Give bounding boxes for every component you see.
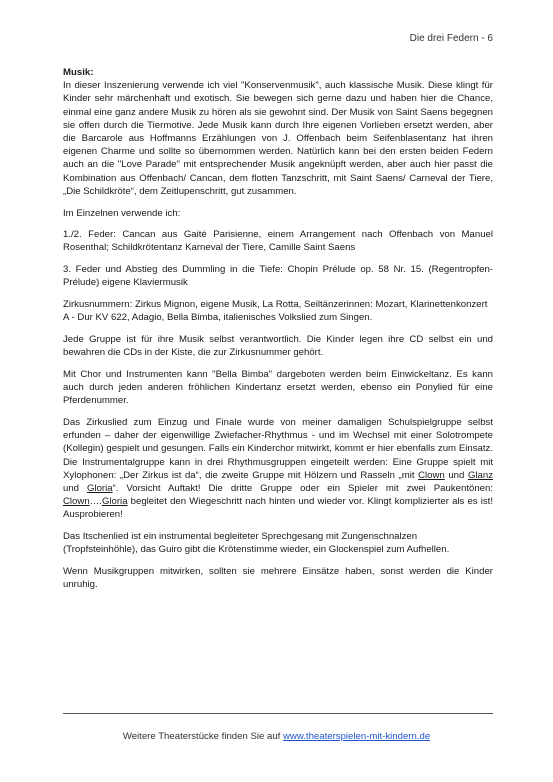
paragraph-feather-3: 3. Feder und Abstieg des Dummling in die Tiefe: Chopin Prélude op. 58 Nr. 15. (Regentropfen-Prélude) eigene Klaviermusik <box>63 264 493 289</box>
paragraph-itschenlied: Das Itschenlied ist ein instrumental begleiteter Sprechgesang mit Zungenschnalzen (Tropfsteinhöhle), das Guiro gibt die Krötenstimme wieder, ein Glockenspiel zum Aufhellen. <box>63 531 450 556</box>
text-fragment: begleitet den Wiegeschritt nach hinten und wieder vor. Klingt komplizierter als es ist! Ausprobieren! <box>63 496 493 521</box>
footer-text: Weitere Theaterstücke finden Sie auf <box>122 731 283 742</box>
underlined-word: Gloria <box>86 482 113 494</box>
paragraph-feather-1-2: 1./2. Feder: Cancan aus Gaité Parisienne, einem Arrangement nach Offenbach von Manuel Rosenthal; Schildkrötentanz Karneval der Tiere, Camille Saint Saens <box>63 229 493 254</box>
footer-divider <box>63 713 493 714</box>
section-heading: Musik: <box>63 67 94 78</box>
paragraph-group-responsibility: Jede Gruppe ist für ihre Musik selbst verantwortlich. Die Kinder legen ihre CD selbst ein und bewahren die CDs in der Kiste, die zur Zirkusnummer gehört. <box>63 333 493 359</box>
paragraph-music-intro: In dieser Inszenierung verwende ich viel "Konservenmusik", auch klassische Musik. Diese klingt für Kinder sehr märchenhaft und exotisch. Sie bewegen sich gerne dazu und haben hier die Chance, einmal eine ganz andere Musik zu hören als sie gewohnt sind. Der Musik von Saint Saens begegnen sie offen durch die Tiermotive. Jede Musik kann durch Ihre eigenen Vorlieben ersetzt werden, aber die Barcarole aus Hoffmanns Erzählungen von J. Offenbach beim Seifenblasentanz hat ihren eigenen Charme und sollte so übernommen werden. Natürlich kann bei den ersten beiden Federn auch an die "Love Parade" mit entsprechender Musik angeknüpft werden, aber auch hier passt die Kombination aus Offenbach/ Cancan, dem flotten Tanzschritt, mit Saint Saens/ Carneval der Tiere, „Die Schildkröte“, dem Zeitlupenschritt, gut zusammen. <box>63 80 493 197</box>
text-fragment: und <box>444 469 468 481</box>
underlined-word: Clown <box>418 469 445 481</box>
paragraph-circus-song <box>63 416 493 522</box>
underlined-word: Clown <box>63 496 90 508</box>
paragraph-details-intro: Im Einzelnen verwende ich: <box>63 207 181 219</box>
text-fragment: und <box>63 482 87 494</box>
text-fragment: …. <box>89 496 102 508</box>
text-fragment: “. Vorsicht Auftakt! Die dritte Gruppe oder ein Spieler mit zwei Paukentönen: <box>112 482 493 494</box>
paragraph-bella-bimba: Mit Chor und Instrumenten kann "Bella Bimba" dargeboten werden beim Einwickeltanz. Es kann auch durch jeden anderen fröhlichen Kindertanz ersetzt werden, ebenso ein Ponylied für eine Pferdenummer. <box>63 368 493 407</box>
footer-link[interactable]: www.theaterspielen-mit-kindern.de <box>283 731 431 742</box>
text-fragment: Das Zirkuslied zum Einzug und Finale wurde von meiner damaligen Schulspielgruppe selbst erfunden – daher der eigenwillige Zwiefacher-Rhythmus - und im Wechsel mit einer Solotrompete (Kollegin) gespielt und gesungen. Falls ein Kinderchor mitwirkt, kommt er hier ebenfalls zum Einsatz. Die Instrumentalgruppe kann in drei Rhythmusgruppen eingeteilt werden: Eine Gruppe spielt mit Xylophonen: „Der Zirkus ist da“, die zweite Gruppe mit Hölzern und Rasseln „mit <box>63 416 493 481</box>
page-header: Die drei Federn - 6 <box>409 33 493 44</box>
page-footer <box>0 731 553 742</box>
document-body <box>63 66 493 600</box>
underlined-word: Gloria <box>101 496 128 508</box>
paragraph-circus-acts: Zirkusnummern: Zirkus Mignon, eigene Musik, La Rotta, Seiltänzerinnen: Mozart, Klarinettenkonzert A - Dur KV 622, Adagio, Bella Bimba, italienisches Volkslied zum Singen. <box>63 299 488 324</box>
underlined-word: Glanz <box>467 469 493 481</box>
paragraph-music-groups: Wenn Musikgruppen mitwirken, sollten sie mehrere Einsätze haben, sonst werden die Kinder unruhig. <box>63 566 493 591</box>
